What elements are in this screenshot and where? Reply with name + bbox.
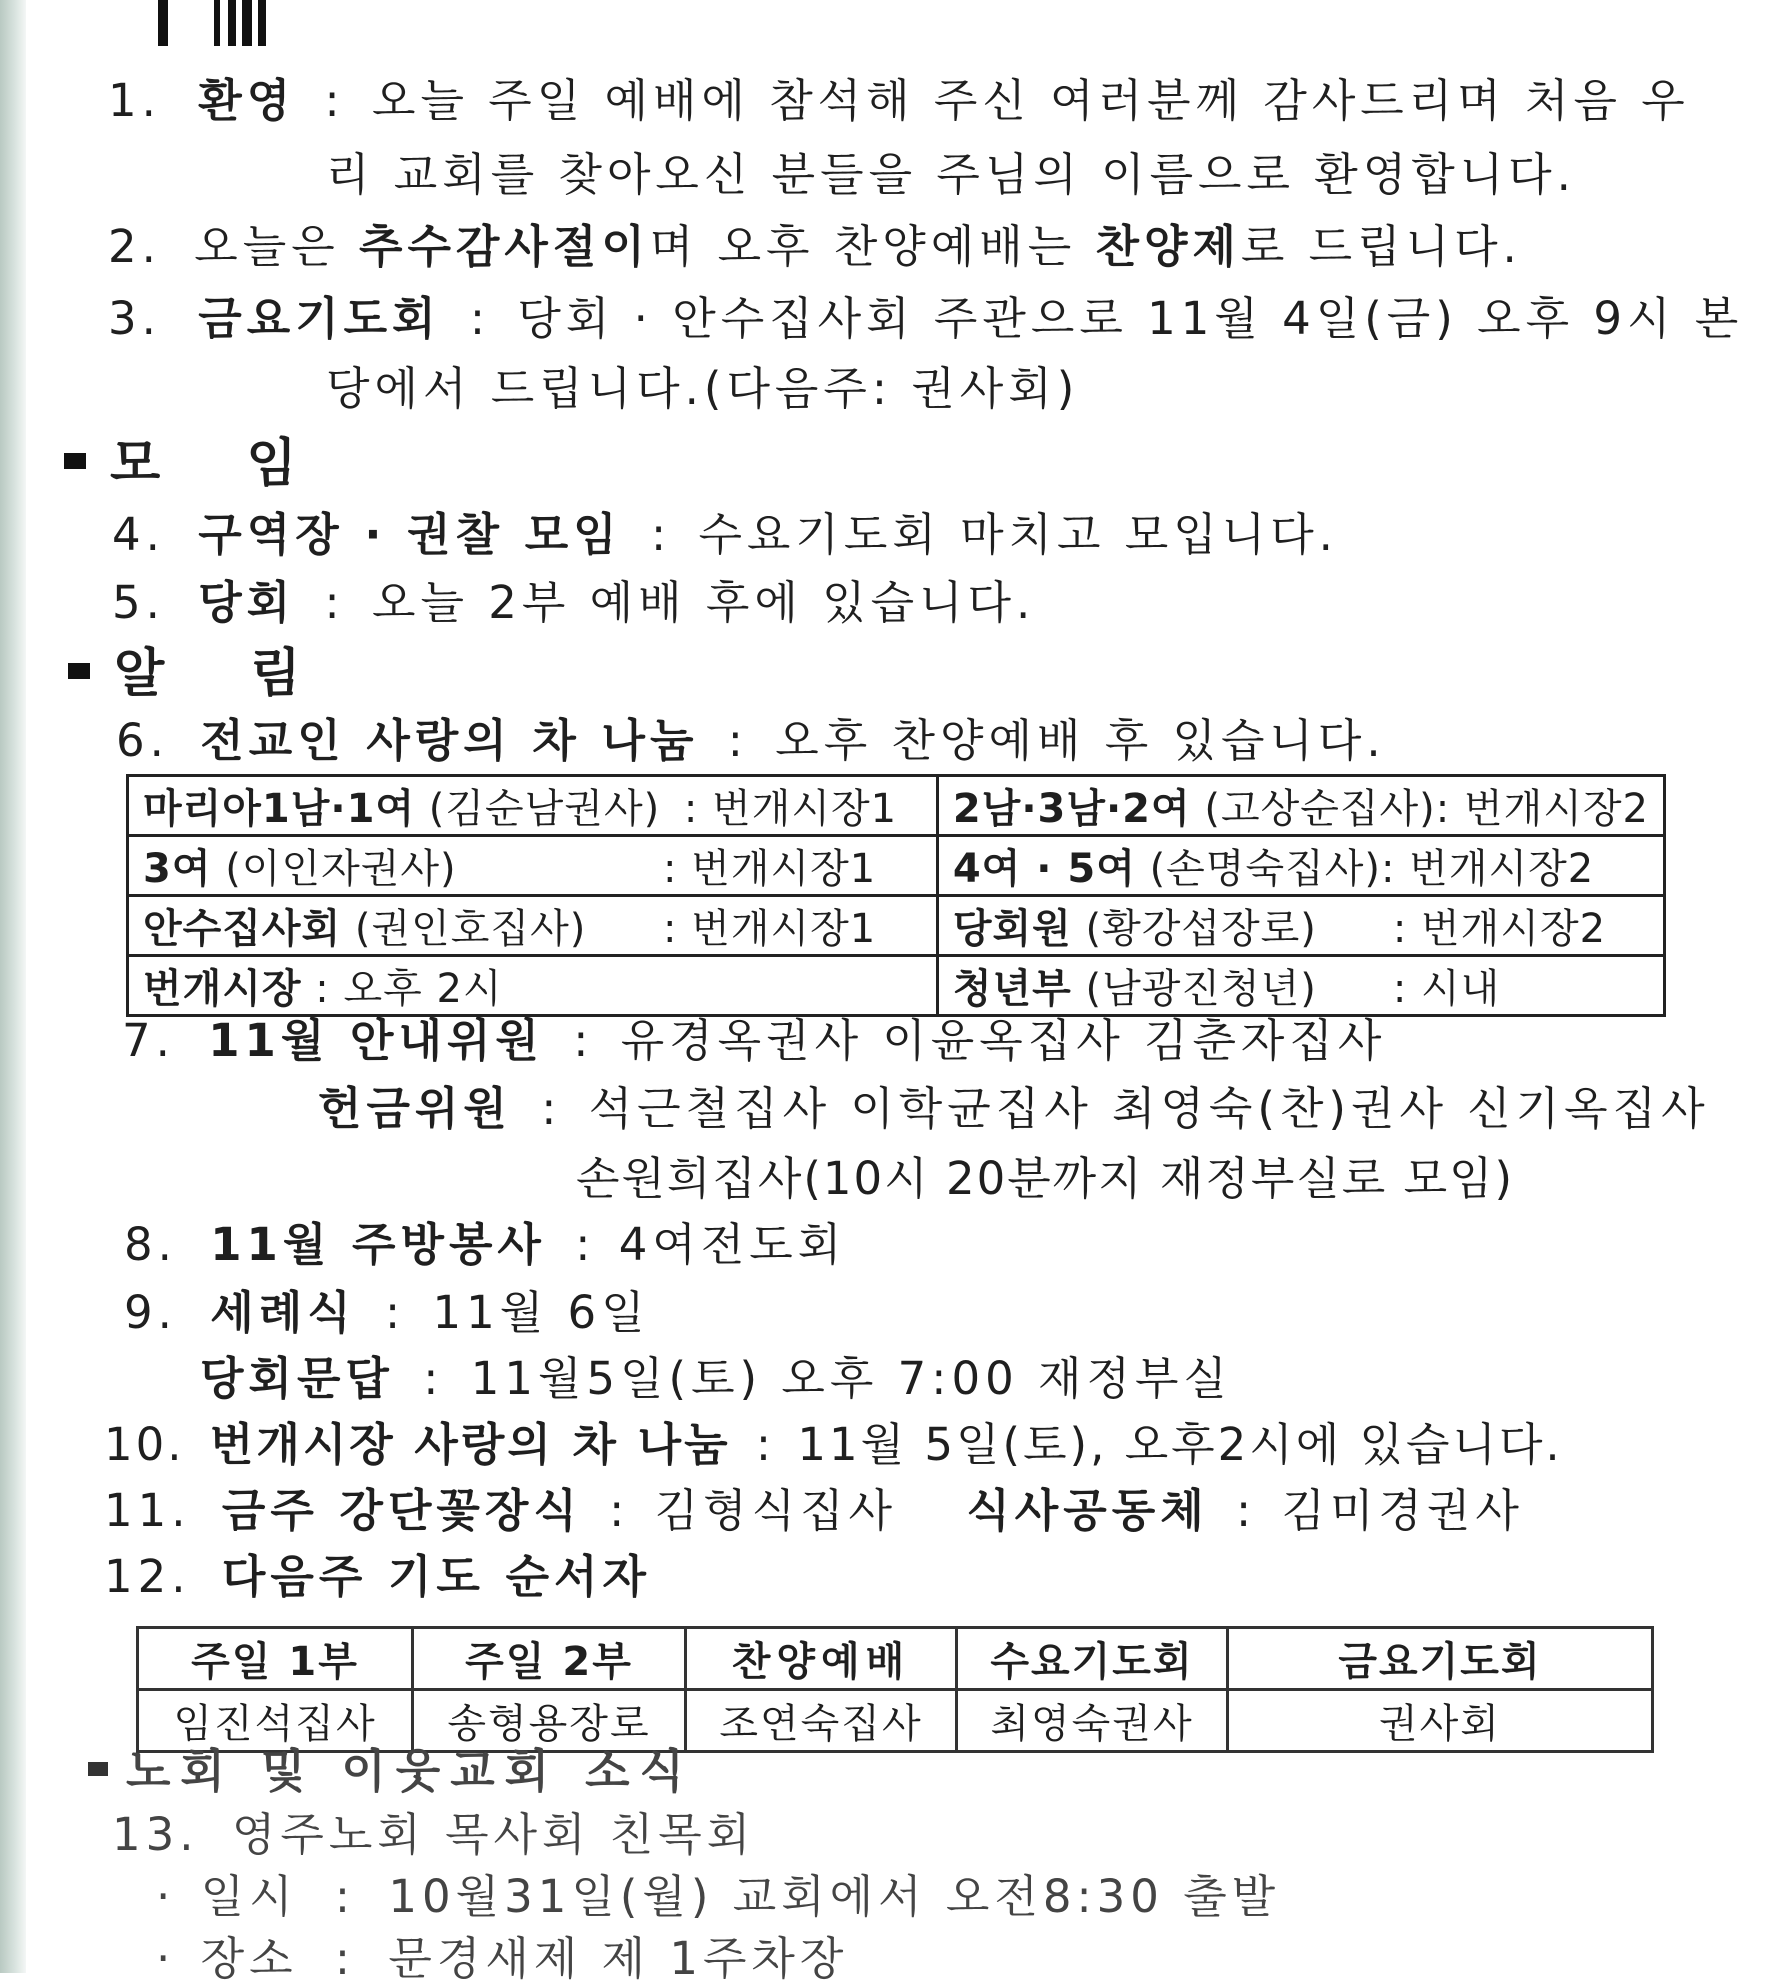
item-13-place [156,1932,849,1985]
item-number: 1. [108,74,161,127]
separator: : [334,1932,356,1985]
bullet-dot-icon: · [156,1932,176,1985]
detail-text: 10월31일(월) 교회에서 오전8:30 출발 [388,1870,1281,1923]
separator: : [573,1014,594,1067]
item-4 [112,508,1338,561]
group-name: 당회원 [952,906,1072,952]
item-title: 번개시장 사랑의 차 나눔 [209,1418,731,1471]
item-text: 오늘 주일 예배에 참석해 주신 여러분께 감사드리며 처음 우 [372,74,1690,127]
group-person: (황강섭장로) [1085,906,1317,952]
item-number: 7. [122,1014,175,1067]
item-title: 금요기도회 [198,292,441,345]
item-title: 구역장 · 권찰 모임 [198,508,622,561]
item-text-part: 오늘은 [194,220,359,273]
group-place: : 번개시장2 [1392,906,1607,952]
table-cell: 권사회 [1228,1690,1653,1752]
table-header-cell: 찬양예배 [686,1628,957,1690]
item-number: 5. [112,576,165,629]
item-6 [116,714,1386,767]
item-text: 김미경권사 [1281,1484,1524,1537]
group-place: : 번개시장2 [1435,786,1649,832]
item-1-continuation: 리 교회를 찾아오신 분들을 주님의 이름으로 환영합니다. [326,148,1576,201]
item-text: 11월 6일 [432,1286,650,1339]
group-name: 번개시장 [143,966,302,1012]
item-text-bold: 추수감사절이 [358,220,650,273]
table-header-cell: 주일 1부 [138,1628,413,1690]
item-number: 6. [116,714,169,767]
group-name: 2남·3남·2여 [952,786,1191,832]
table-cell: 최영숙권사 [957,1690,1228,1752]
item-text: 석근철집사 이학균집사 최영숙(찬)권사 신기옥집사 [588,1082,1710,1135]
separator: : [1236,1484,1257,1537]
table-header-cell: 주일 2부 [413,1628,686,1690]
table-cell: 송형용장로 [413,1690,686,1752]
item-1 [108,74,1690,127]
item-title: 환영 [198,74,296,127]
group-place: : 번개시장2 [1380,846,1595,892]
detail-text: 문경새제 제 1주차장 [388,1932,849,1985]
item-3 [108,292,1744,345]
offering-committee-continuation: 손원희집사(10시 20분까지 재정부실로 모임) [576,1152,1515,1205]
square-bullet-icon [88,1762,108,1776]
table-row [128,836,1665,896]
item-9 [124,1286,650,1339]
item-number: 10. [104,1418,185,1471]
separator: : [469,292,491,345]
item-text-part: 로 드립니다. [1240,220,1522,273]
section-title: 모 임 [110,434,331,494]
item-text: 당회 · 안수집사회 주관으로 11월 4일(금) 오후 9시 본 [517,292,1744,345]
item-text: 오늘 2부 예배 후에 있습니다. [372,576,1036,629]
table-cell [128,836,938,896]
separator: : [727,714,748,767]
square-bullet-icon [68,663,90,679]
separator: : [423,1352,444,1405]
item-number: 12. [104,1550,191,1603]
group-person: (이인자권사) [225,846,457,892]
item-title: 헌금위원 [318,1082,512,1135]
table-row [128,896,1665,956]
item-number: 4. [112,508,165,561]
item-text: 오후 찬양예배 후 있습니다. [775,714,1386,767]
table-cell [937,776,1664,836]
section-title: 알 림 [114,644,335,704]
separator: : [609,1484,630,1537]
table-header-cell: 수요기도회 [957,1628,1228,1690]
separator: : [324,576,345,629]
item-title: 세례식 [210,1286,356,1339]
section-title: 노회 및 이웃교회 소식 [126,1744,694,1798]
detail-label: 일시 [200,1870,298,1923]
table-header-cell: 금요기도회 [1228,1628,1653,1690]
table-row [128,776,1665,836]
section-heading-notice [68,644,335,704]
group-name: 4여 · 5여 [952,846,1136,892]
table-cell [128,956,938,1016]
item-11 [104,1484,1524,1537]
item-title: 11월 주방봉사 [210,1218,546,1271]
item-title: 당회문답 [200,1352,394,1405]
table-cell [128,896,938,956]
separator: : [324,74,345,127]
item-13-date [156,1870,1281,1923]
table-cell [937,836,1664,896]
section-heading-meeting [64,434,331,494]
item-title: 식사공동체 [966,1484,1209,1537]
separator: : [755,1418,775,1471]
group-name: 안수집사회 [143,906,342,952]
group-person: (남광진청년) [1085,966,1317,1012]
item-title: 11월 안내위원 [208,1014,544,1067]
item-text: 유경옥권사 이윤옥집사 김춘자집사 [620,1014,1387,1067]
item-13 [112,1808,756,1861]
table-cell: 임진석집사 [138,1690,413,1752]
separator: : [650,508,672,561]
offering-committee [318,1082,1710,1135]
separator: : [384,1286,406,1339]
table-cell: 조연숙집사 [686,1690,957,1752]
item-title: 다음주 기도 순서자 [221,1550,651,1603]
table-cell [937,956,1664,1016]
item-12 [104,1550,651,1603]
group-person: (김순남권사) [428,786,661,832]
item-number: 13. [112,1808,199,1861]
separator: : [575,1218,596,1271]
item-title: 영주노회 목사회 친목회 [231,1808,756,1861]
session-interview [200,1352,1232,1405]
item-5 [112,576,1036,629]
bullet-dot-icon: · [156,1870,176,1923]
group-place: : 번개시장1 [683,786,898,832]
item-number: 9. [124,1286,177,1339]
item-7 [122,1014,1387,1067]
item-number: 2. [108,220,161,273]
item-title: 당회 [198,576,296,629]
item-title: 전교인 사랑의 차 나눔 [200,714,699,767]
table-cell [128,776,938,836]
car-sharing-table [126,774,1666,1017]
item-text: 김형식집사 [654,1484,898,1537]
group-place: : 번개시장1 [663,846,877,892]
group-name: 청년부 [952,966,1072,1012]
item-8 [124,1218,847,1271]
item-text-part: 며 오후 찬양예배는 [649,220,1096,273]
group-name: 마리아1남·1여 [143,786,416,832]
group-place: : 오후 2시 [315,966,503,1012]
page-left-edge [0,0,26,1973]
section-heading-presbytery [88,1744,694,1798]
separator: : [541,1082,562,1135]
group-person: (손명숙집사) [1149,846,1381,892]
group-place: : 번개시장1 [663,906,877,952]
group-person: (권인호집사) [354,906,587,952]
prayer-order-table [136,1626,1654,1753]
item-2 [108,220,1522,273]
item-text: 4여전도회 [618,1218,847,1271]
group-person: (고상순집사) [1204,786,1436,832]
item-text: 11월5일(토) 오후 7:00 재정부실 [470,1352,1232,1405]
item-number: 11. [104,1484,191,1537]
square-bullet-icon [64,453,86,469]
table-row [138,1690,1653,1752]
separator: : [334,1870,356,1923]
item-3-continuation: 당에서 드립니다.(다음주: 권사회) [326,362,1080,415]
table-cell [937,896,1664,956]
table-row [128,956,1665,1016]
item-number: 8. [124,1218,177,1271]
group-name: 3여 [143,846,212,892]
item-title: 금주 강단꽃장식 [221,1484,582,1537]
group-place: : 시내 [1392,966,1501,1012]
item-number: 3. [108,292,161,345]
detail-label: 장소 [200,1932,298,1985]
item-text: 11월 5일(토), 오후2시에 있습니다. [797,1418,1563,1471]
item-10 [104,1418,1563,1471]
item-text-bold: 찬양제 [1095,220,1241,273]
table-header-row [138,1628,1653,1690]
item-text: 수요기도회 마치고 모입니다. [698,508,1338,561]
